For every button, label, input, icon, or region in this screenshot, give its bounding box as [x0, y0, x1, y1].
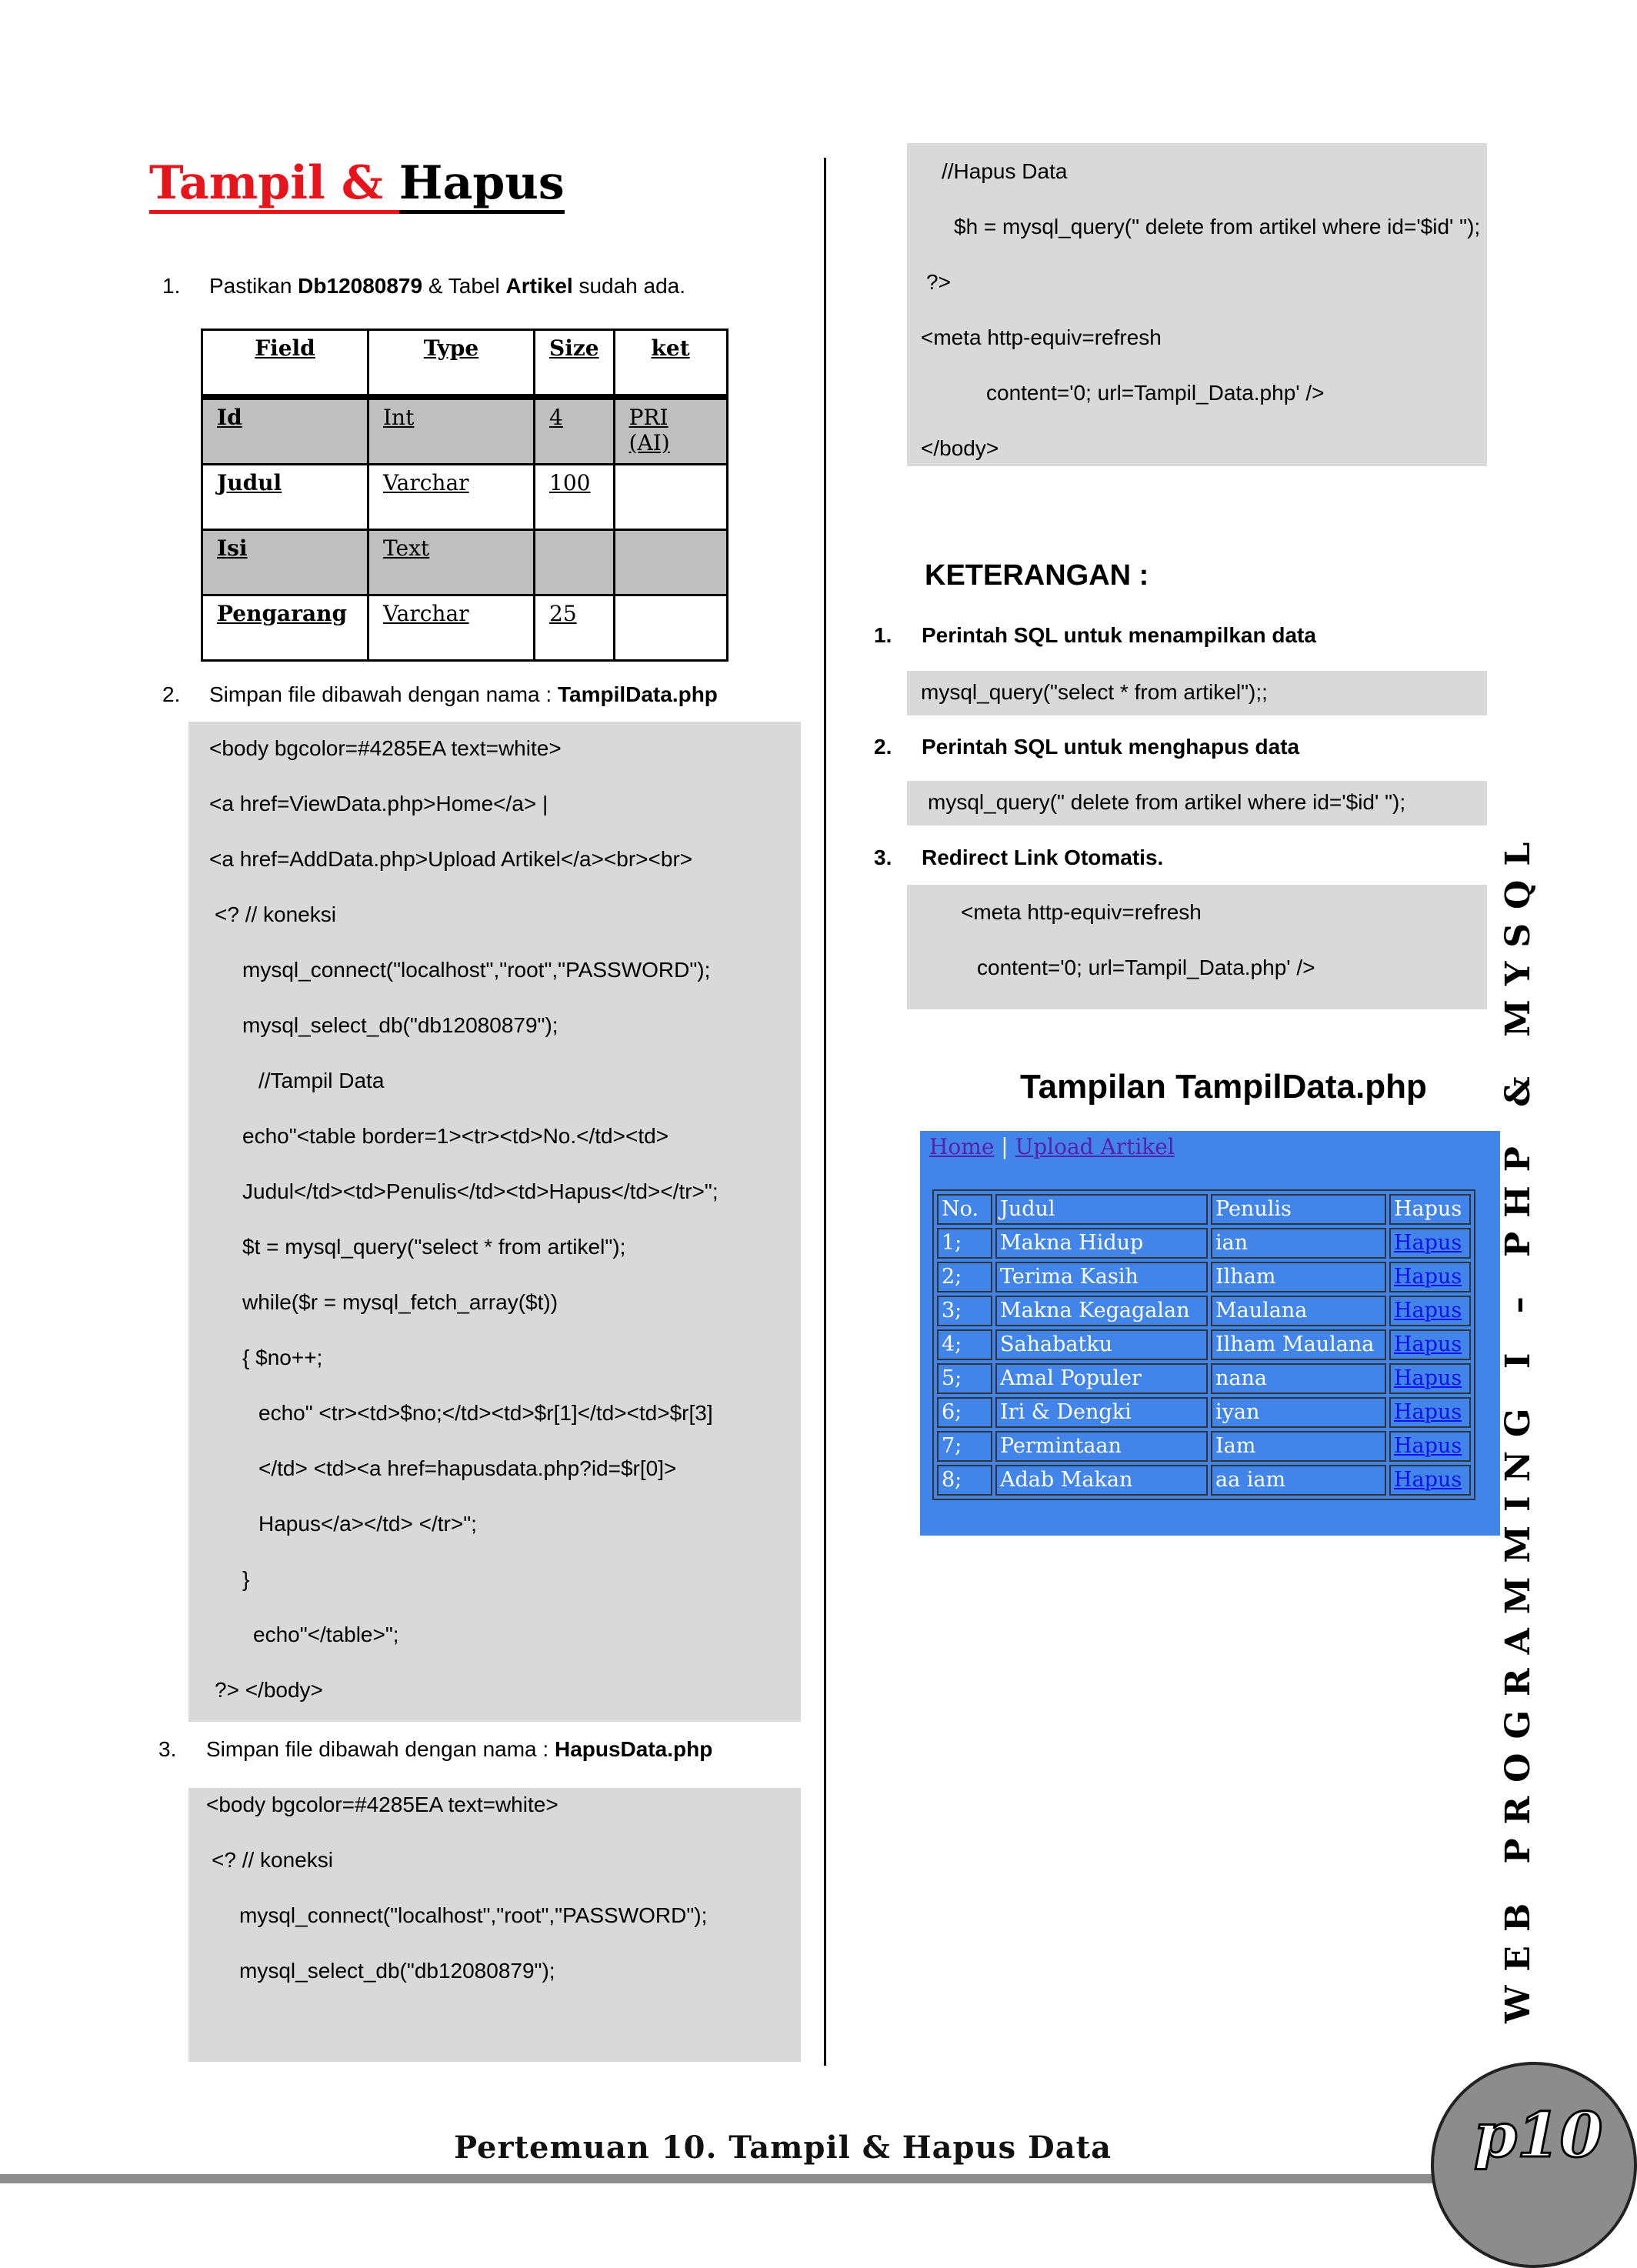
ket-3-label: Redirect Link Otomatis.	[922, 845, 1164, 869]
cell: Int	[368, 397, 535, 465]
code-line: mysql_select_db("db12080879");	[242, 1013, 558, 1037]
hapus-link[interactable]: Hapus	[1389, 1329, 1471, 1360]
hapus-link[interactable]: Hapus	[1389, 1296, 1471, 1326]
footer-title: Pertemuan 10. Tampil & Hapus Data	[454, 2130, 1112, 2166]
code-line: echo"<table border=1><tr><td>No.</td><td>	[242, 1124, 669, 1148]
code-line: <meta http-equiv=refresh	[921, 325, 1162, 349]
cell: Iri & Dengki	[995, 1397, 1208, 1428]
code-line: Hapus</a></td> </tr>";	[258, 1512, 477, 1536]
ket-2-code-block	[907, 781, 1487, 825]
ket-2-label: Perintah SQL untuk menghapus data	[922, 735, 1300, 759]
code-line: //Hapus Data	[942, 159, 1068, 183]
home-link[interactable]: Home	[929, 1134, 995, 1159]
cell: 4	[535, 397, 615, 465]
header-hapus: Hapus	[1389, 1194, 1471, 1225]
code-line: echo"</table>";	[253, 1623, 399, 1646]
header-ket: ket	[614, 330, 727, 398]
nav-separator: |	[994, 1134, 1015, 1159]
ket-2-number: 2.	[874, 735, 892, 759]
preview-table	[932, 1189, 1475, 1500]
cell: 4;	[937, 1329, 992, 1360]
cell: Terima Kasih	[995, 1262, 1208, 1292]
code-line: content='0; url=Tampil_Data.php' />	[977, 956, 1315, 979]
table-row	[202, 530, 728, 595]
cell: Permintaan	[995, 1431, 1208, 1462]
cell: Varchar	[368, 465, 535, 530]
cell: 1;	[937, 1228, 992, 1259]
step-3-number: 3.	[158, 1737, 177, 1761]
cell: PRI (AI)	[614, 397, 727, 465]
cell: Sahabatku	[995, 1329, 1208, 1360]
hapus-link[interactable]: Hapus	[1389, 1363, 1471, 1394]
cell: nana	[1211, 1363, 1386, 1394]
table-row	[937, 1397, 1471, 1428]
table-row	[937, 1262, 1471, 1292]
code-line: mysql_connect("localhost","root","PASSWORD");	[239, 1903, 708, 1927]
hapus-link[interactable]: Hapus	[1389, 1262, 1471, 1292]
ket-1-number: 1.	[874, 623, 892, 647]
cell: 6;	[937, 1397, 992, 1428]
header-no: No.	[937, 1194, 992, 1225]
code-line: <? // koneksi	[215, 902, 336, 926]
side-course-title: WEB PROGRAMMING I – PHP & MYSQL	[1499, 828, 1538, 2023]
header-judul: Judul	[995, 1194, 1208, 1225]
keterangan-heading: KETERANGAN :	[925, 559, 1149, 592]
code-line: </td> <td><a href=hapusdata.php?id=$r[0]>	[258, 1456, 677, 1480]
cell: 2;	[937, 1262, 992, 1292]
code-line: $h = mysql_query(" delete from artikel where id='$id' ");	[954, 215, 1481, 238]
cell	[535, 530, 615, 595]
column-divider	[824, 158, 826, 2066]
cell: Ilham Maulana	[1211, 1329, 1386, 1360]
code-line: <a href=ViewData.php>Home</a> |	[209, 792, 548, 815]
cell: Varchar	[368, 595, 535, 661]
code-block-hapusdata-part1	[188, 1788, 801, 2062]
cell	[614, 530, 727, 595]
page-number: p10	[1474, 2099, 1603, 2171]
cell: Pengarang	[202, 595, 368, 661]
code-block-tampildata	[188, 722, 801, 1722]
cell: 3;	[937, 1296, 992, 1326]
code-line: mysql_query("select * from artikel");;	[921, 680, 1268, 704]
code-line: ?>	[926, 270, 951, 294]
table-row	[937, 1329, 1471, 1360]
step-1-number: 1.	[162, 274, 181, 298]
code-line: <meta http-equiv=refresh	[961, 900, 1202, 924]
hapus-link[interactable]: Hapus	[1389, 1228, 1471, 1259]
cell: aa iam	[1211, 1465, 1386, 1496]
cell: Maulana	[1211, 1296, 1386, 1326]
header-field: Field	[202, 330, 368, 398]
field-table	[201, 329, 728, 662]
cell: 8;	[937, 1465, 992, 1496]
cell: Adab Makan	[995, 1465, 1208, 1496]
title-part-red: Tampil &	[149, 156, 399, 214]
code-line: <? // koneksi	[212, 1848, 333, 1872]
header-type: Type	[368, 330, 535, 398]
table-row	[937, 1228, 1471, 1259]
code-line: //Tampil Data	[258, 1069, 385, 1092]
cell: 100	[535, 465, 615, 530]
header-size: Size	[535, 330, 615, 398]
ket-3-number: 3.	[874, 845, 892, 869]
code-line: { $no++;	[242, 1346, 323, 1369]
cell: Judul	[202, 465, 368, 530]
field-table-header	[202, 330, 728, 398]
table-row	[937, 1296, 1471, 1326]
code-line: while($r = mysql_fetch_array($t))	[242, 1290, 558, 1314]
cell: ian	[1211, 1228, 1386, 1259]
footer-rule	[0, 2174, 1462, 2183]
hapus-link[interactable]: Hapus	[1389, 1397, 1471, 1428]
preview-title: Tampilan TampilData.php	[1020, 1068, 1427, 1106]
header-penulis: Penulis	[1211, 1194, 1386, 1225]
cell: Makna Kegagalan	[995, 1296, 1208, 1326]
code-line: mysql_select_db("db12080879");	[239, 1959, 555, 1983]
cell: Id	[202, 397, 368, 465]
table-row	[202, 397, 728, 465]
title-part-black: Hapus	[399, 156, 565, 214]
code-line: mysql_query(" delete from artikel where id='$id' ");	[928, 790, 1406, 814]
code-line: mysql_connect("localhost","root","PASSWORD");	[242, 958, 711, 982]
cell	[614, 465, 727, 530]
step-2-number: 2.	[162, 682, 181, 706]
ket-1-label: Perintah SQL untuk menampilkan data	[922, 623, 1316, 647]
table-row	[202, 595, 728, 661]
table-row	[937, 1465, 1471, 1496]
hapus-link[interactable]: Hapus	[1389, 1465, 1471, 1496]
cell: Amal Populer	[995, 1363, 1208, 1394]
table-row	[202, 465, 728, 530]
code-line: }	[242, 1567, 250, 1591]
code-line: echo" <tr><td>$no;</td><td>$r[1]</td><td>$r[3]	[258, 1401, 713, 1425]
cell: Text	[368, 530, 535, 595]
code-line: <a href=AddData.php>Upload Artikel</a><br><br>	[209, 847, 693, 871]
cell: 5;	[937, 1363, 992, 1394]
table-row	[937, 1363, 1471, 1394]
cell: Ilham	[1211, 1262, 1386, 1292]
code-line: Judul</td><td>Penulis</td><td>Hapus</td></tr>";	[242, 1179, 718, 1203]
step-2-text: Simpan file dibawah dengan nama : TampilData.php	[209, 682, 718, 706]
upload-artikel-link[interactable]: Upload Artikel	[1015, 1134, 1175, 1159]
code-line: <body bgcolor=#4285EA text=white>	[209, 736, 562, 760]
step-1-text: Pastikan Db12080879 & Tabel Artikel sudah ada.	[209, 274, 686, 298]
code-line: content='0; url=Tampil_Data.php' />	[986, 381, 1325, 405]
preview-nav	[929, 1134, 1175, 1159]
cell: Isi	[202, 530, 368, 595]
code-line: <body bgcolor=#4285EA text=white>	[206, 1793, 558, 1816]
hapus-link[interactable]: Hapus	[1389, 1431, 1471, 1462]
cell: Iam	[1211, 1431, 1386, 1462]
step-3-text: Simpan file dibawah dengan nama : HapusData.php	[206, 1737, 713, 1761]
code-line: $t = mysql_query("select * from artikel");	[242, 1235, 626, 1259]
code-line: ?> </body>	[215, 1678, 323, 1702]
ket-1-code-block	[907, 671, 1487, 715]
cell	[614, 595, 727, 661]
preview-table-header	[937, 1194, 1471, 1225]
code-block-hapusdata-part2	[907, 143, 1487, 466]
ket-3-code-block	[907, 885, 1487, 1009]
table-row	[937, 1431, 1471, 1462]
code-line: </body>	[921, 436, 999, 460]
cell: Makna Hidup	[995, 1228, 1208, 1259]
cell: 25	[535, 595, 615, 661]
cell: iyan	[1211, 1397, 1386, 1428]
page-title	[149, 152, 565, 214]
cell: 7;	[937, 1431, 992, 1462]
preview-screenshot	[920, 1131, 1500, 1536]
